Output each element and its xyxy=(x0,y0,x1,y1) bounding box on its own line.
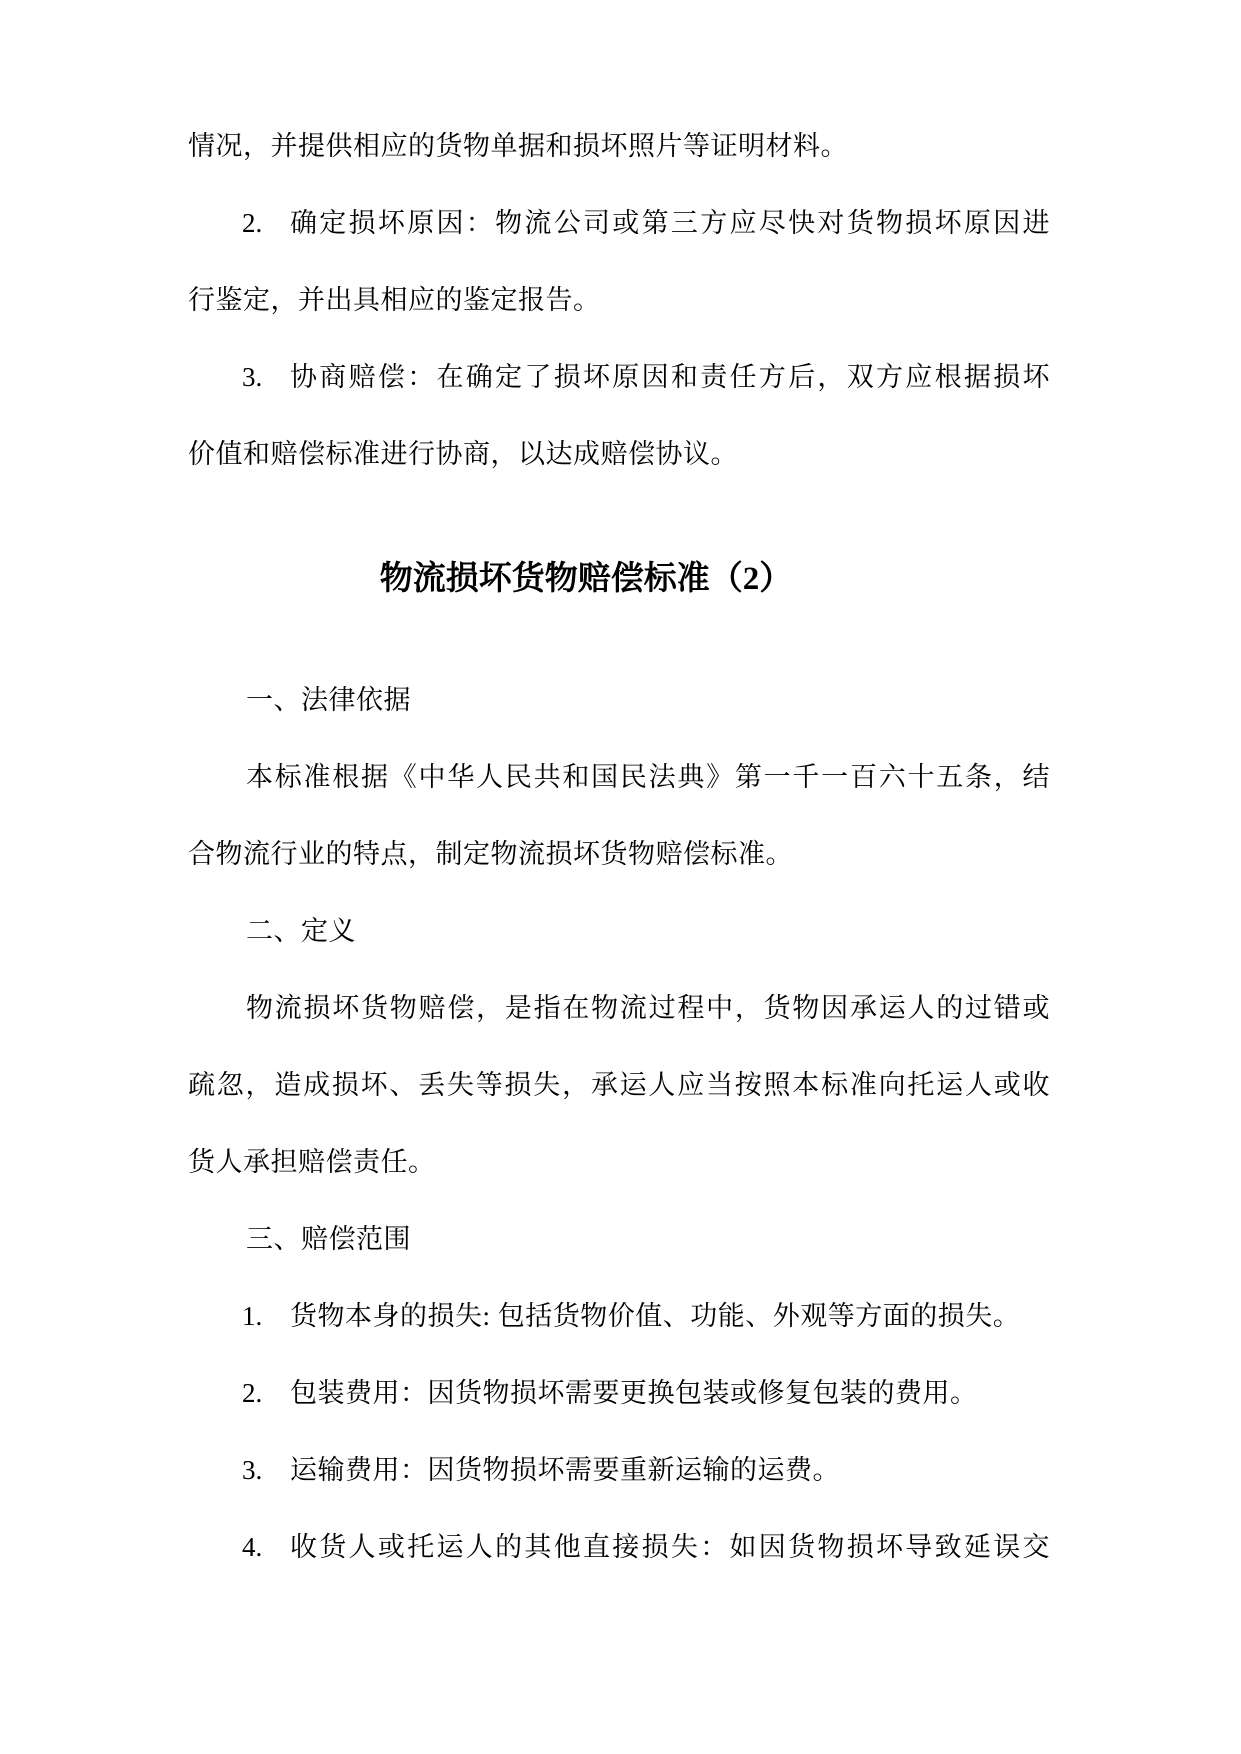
list-item-number: 3. xyxy=(242,362,263,392)
list-item-text: 运输费用：因货物损坏需要重新运输的运费。 xyxy=(290,1455,840,1485)
list-item-number: 2. xyxy=(242,1378,263,1408)
section-heading: 二、定义 xyxy=(246,916,356,946)
list-item-number: 2. xyxy=(242,208,263,238)
paragraph-continuation-line: 疏忽，造成损坏、丢失等损失，承运人应当按照本标准向托运人或收 xyxy=(188,1070,1050,1100)
numbered-list-item xyxy=(188,1509,1050,1586)
list-item-number: 4. xyxy=(242,1532,263,1562)
document-title: 物流损坏货物赔偿标准（2） xyxy=(379,561,793,597)
paragraph-line: 本标准根据《中华人民共和国民法典》第一千一百六十五条，结 xyxy=(246,762,1050,792)
numbered-list-item xyxy=(188,339,1050,416)
paragraph-continuation-line: 货人承担赔偿责任。 xyxy=(188,1147,436,1177)
list-item-text: 包装费用：因货物损坏需要更换包装或修复包装的费用。 xyxy=(290,1378,978,1408)
paragraph-continuation-line: 情况，并提供相应的货物单据和损坏照片等证明材料。 xyxy=(188,131,848,161)
list-item-text: 协商赔偿：在确定了损坏原因和责任方后，双方应根据损坏 xyxy=(290,362,1050,392)
list-item-text: 确定损坏原因：物流公司或第三方应尽快对货物损坏原因进 xyxy=(290,208,1050,238)
paragraph-line: 物流损坏货物赔偿，是指在物流过程中，货物因承运人的过错或 xyxy=(246,993,1050,1023)
section-heading: 一、法律依据 xyxy=(246,685,411,715)
list-item-text: 收货人或托运人的其他直接损失：如因货物损坏导致延误交 xyxy=(290,1532,1050,1562)
numbered-list-item xyxy=(188,1278,1050,1355)
paragraph-continuation-line: 合物流行业的特点，制定物流损坏货物赔偿标准。 xyxy=(188,839,793,869)
numbered-list-item xyxy=(188,1432,1050,1509)
list-item-text: 货物本身的损失: 包括货物价值、功能、外观等方面的损失。 xyxy=(290,1301,1021,1331)
numbered-list-item xyxy=(188,185,1050,262)
section-heading: 三、赔偿范围 xyxy=(246,1224,411,1254)
list-item-number: 1. xyxy=(242,1301,263,1331)
numbered-list-item xyxy=(188,1355,1050,1432)
document-body xyxy=(188,108,1050,1586)
list-item-number: 3. xyxy=(242,1455,263,1485)
paragraph-continuation-line: 价值和赔偿标准进行协商，以达成赔偿协议。 xyxy=(188,439,738,469)
paragraph-continuation-line: 行鉴定，并出具相应的鉴定报告。 xyxy=(188,285,601,315)
